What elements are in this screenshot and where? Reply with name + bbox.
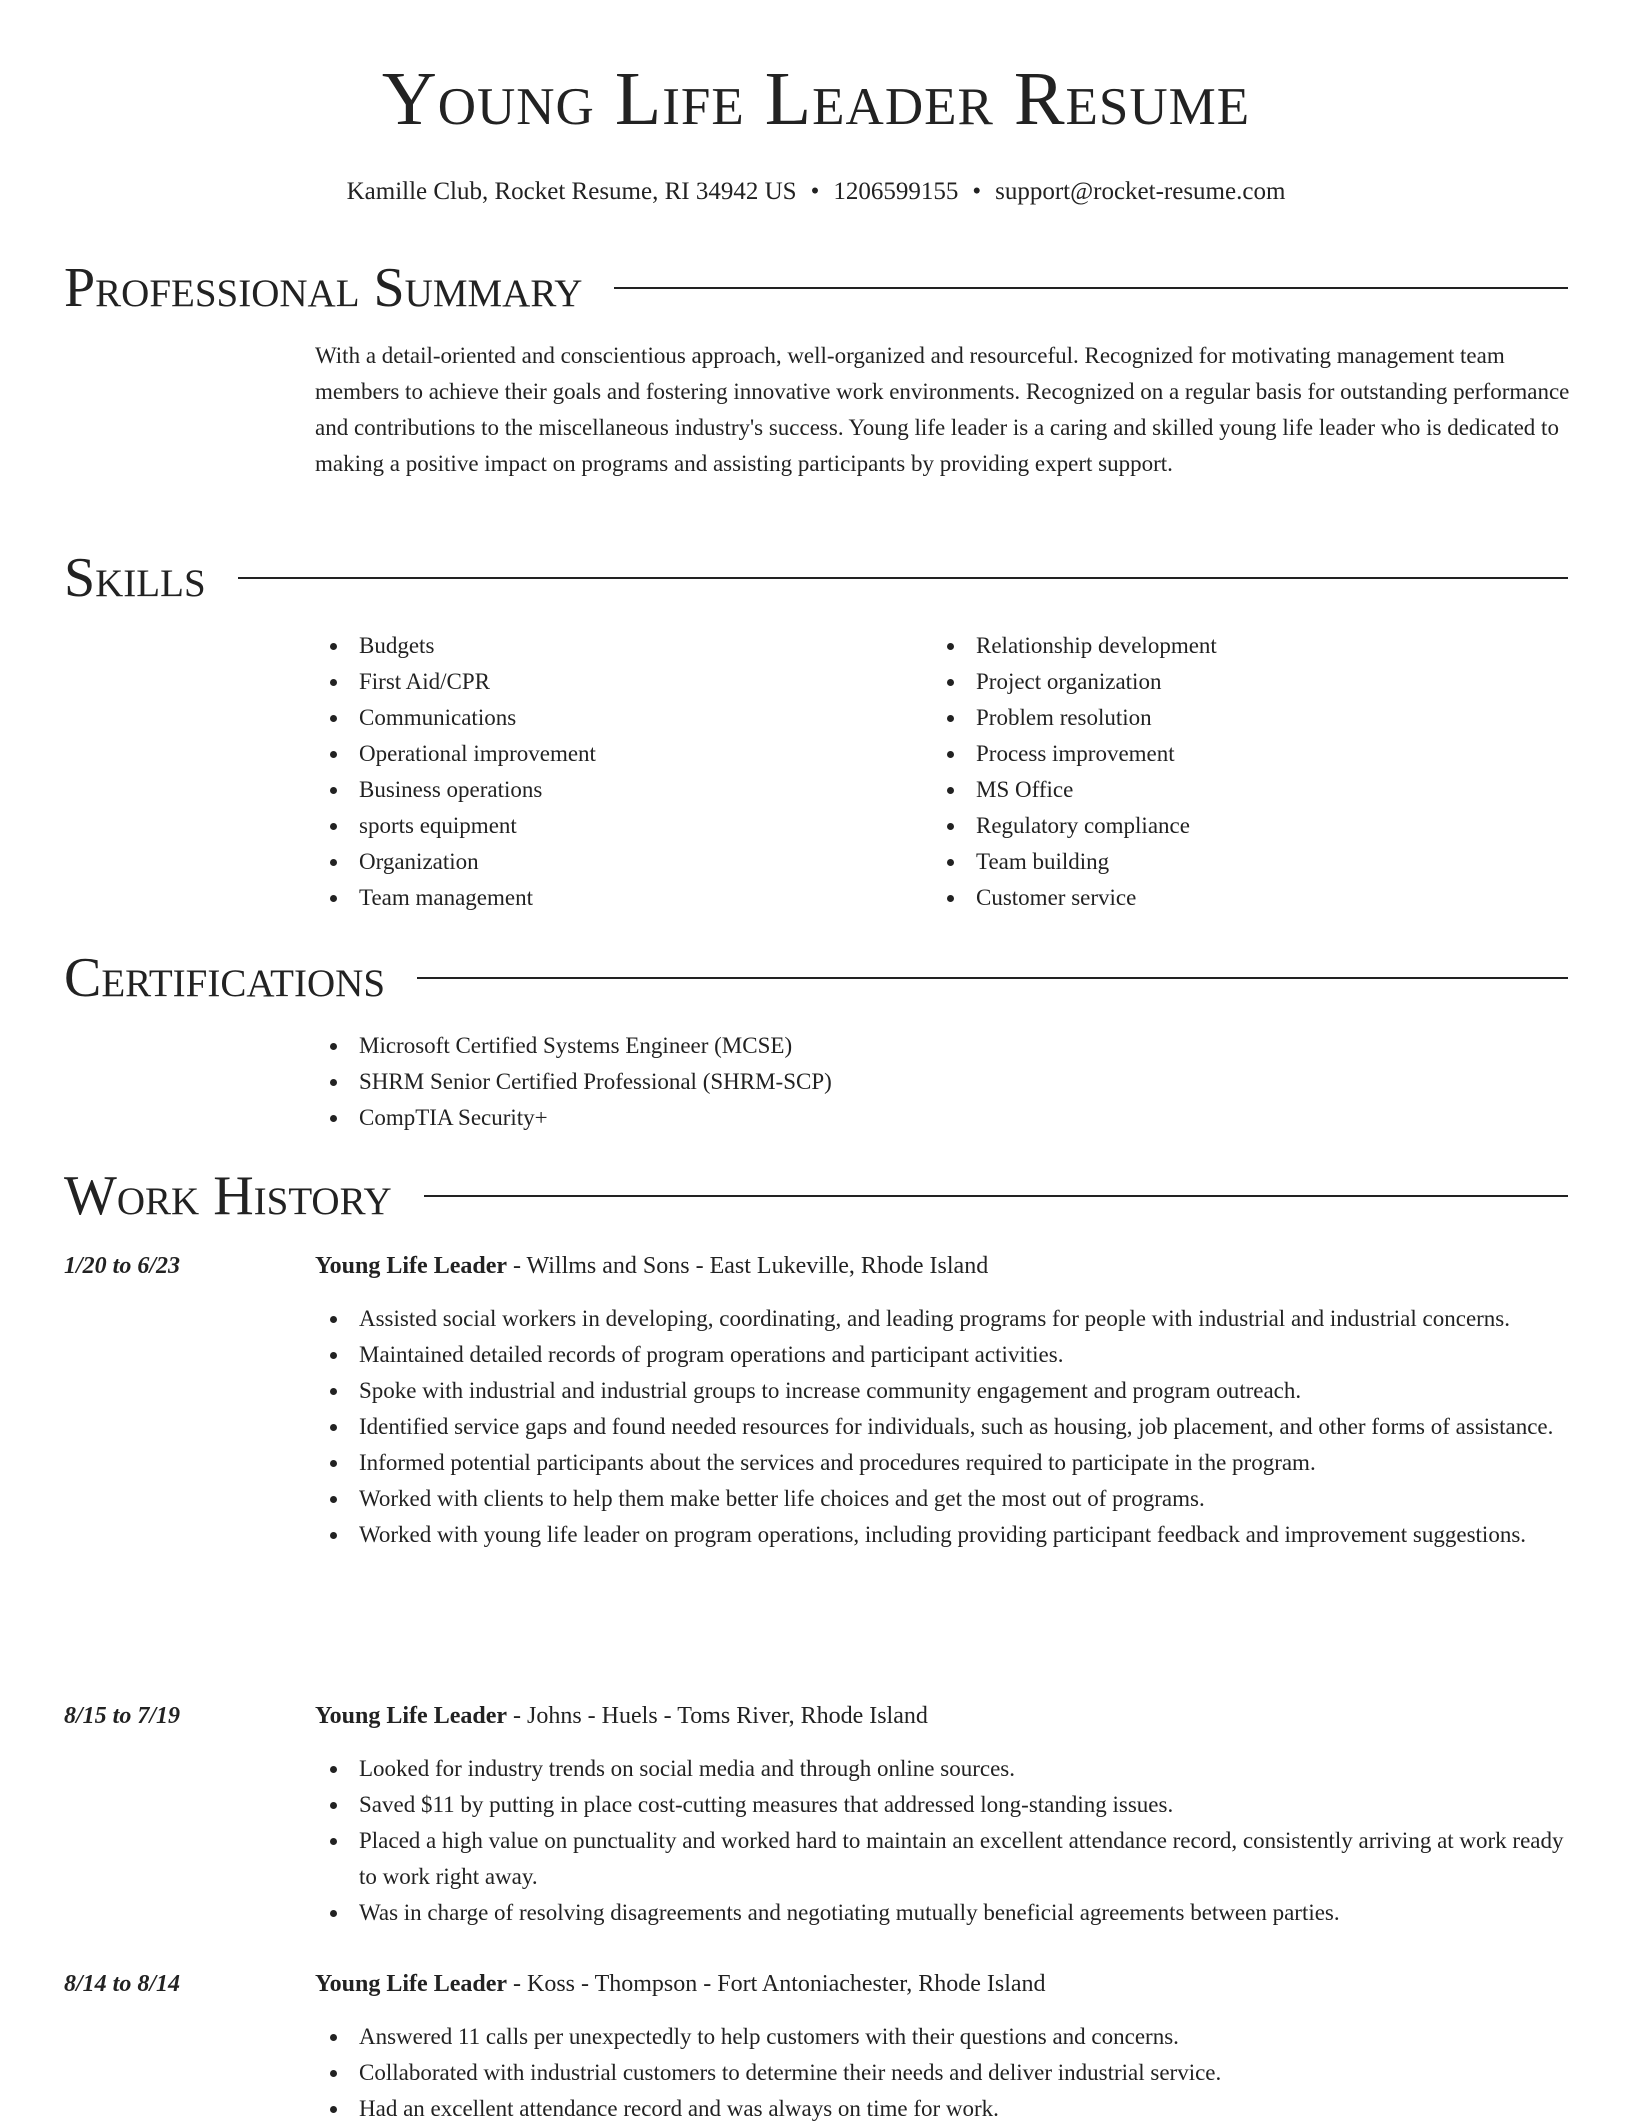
job-bullets: [315, 1301, 1570, 1553]
skill-item: Team building: [932, 844, 1549, 880]
skill-item: Problem resolution: [932, 700, 1549, 736]
job-bullet: Worked with young life leader on program operations, including providing participant feedback and improvement suggestions.: [315, 1517, 1570, 1553]
job-bullet: Worked with clients to help them make better life choices and get the most out of programs.: [315, 1481, 1570, 1517]
skill-item: Team management: [315, 880, 932, 916]
summary-text: With a detail-oriented and conscientious approach, well-organized and resourceful. Recognized for motivating management team members to achieve their goals and fostering innovative work environments. Recognized on a regular basis for outstanding performance and contributions to the miscellaneous industry's success. Young life leader is a caring and skilled young life leader who is dedicated to making a positive impact on programs and assisting participants by providing expert support.: [315, 343, 1570, 476]
skill-item: First Aid/CPR: [315, 664, 932, 700]
job-bullet: Assisted social workers in developing, coordinating, and leading programs for people with industrial and industrial concerns.: [315, 1301, 1570, 1337]
job-bullet: Looked for industry trends on social media and through online sources.: [315, 1751, 1570, 1787]
job-title: Young Life Leader: [315, 1703, 507, 1729]
contact-email: support@rocket-resume.com: [995, 178, 1286, 205]
job-heading: [315, 1966, 1570, 2002]
skill-item: Regulatory compliance: [932, 808, 1549, 844]
skills-section-header: [64, 547, 1568, 609]
job-entry: [315, 1966, 1570, 2127]
job-details: - Koss - Thompson - Fort Antoniachester, Rhode Island: [507, 1971, 1046, 1997]
job-bullet: Collaborated with industrial customers to determine their needs and deliver industrial service.: [315, 2055, 1570, 2091]
job-bullet: Maintained detailed records of program operations and participant activities.: [315, 1337, 1570, 1373]
skill-item: Business operations: [315, 772, 932, 808]
job-details: - Willms and Sons - East Lukeville, Rhode Island: [507, 1253, 989, 1279]
job-bullet: Saved $11 by putting in place cost-cutting measures that addressed long-standing issues.: [315, 1787, 1570, 1823]
job-bullet: Had an excellent attendance record and was always on time for work.: [315, 2091, 1570, 2127]
job-entry: [315, 1698, 1570, 1931]
certifications-block: [315, 1028, 1570, 1136]
section-title-work-history: Work History: [64, 1165, 392, 1227]
job-dates: 8/14 to 8/14: [64, 1971, 181, 1997]
skill-item: Communications: [315, 700, 932, 736]
job-dates: 8/15 to 7/19: [64, 1703, 181, 1729]
job-title: Young Life Leader: [315, 1971, 507, 1997]
job-bullet: Identified service gaps and found needed resources for individuals, such as housing, job placement, and other forms of assistance.: [315, 1409, 1570, 1445]
skill-item: sports equipment: [315, 808, 932, 844]
certifications-list: [315, 1028, 1570, 1136]
job-details: - Johns - Huels - Toms River, Rhode Island: [507, 1703, 928, 1729]
skills-list-left: [315, 628, 932, 916]
section-divider: [238, 577, 1568, 579]
job-heading: [315, 1248, 1570, 1284]
certification-item: CompTIA Security+: [315, 1100, 1570, 1136]
separator-dot: •: [810, 178, 820, 205]
contact-address: Kamille Club, Rocket Resume, RI 34942 US: [346, 178, 797, 205]
section-divider: [417, 977, 1568, 979]
skill-item: Process improvement: [932, 736, 1549, 772]
job-dates: 1/20 to 6/23: [64, 1253, 181, 1279]
skill-item: Customer service: [932, 880, 1549, 916]
job-bullets: [315, 1751, 1570, 1931]
certification-item: Microsoft Certified Systems Engineer (MCSE): [315, 1028, 1570, 1064]
skill-item: Organization: [315, 844, 932, 880]
certification-item: SHRM Senior Certified Professional (SHRM-SCP): [315, 1064, 1570, 1100]
skill-item: MS Office: [932, 772, 1549, 808]
skills-block: [315, 628, 1570, 916]
certifications-section-header: [64, 947, 1568, 1009]
contact-phone: 1206599155: [833, 178, 959, 205]
work-history-section-header: [64, 1165, 1568, 1227]
skill-item: Operational improvement: [315, 736, 932, 772]
summary-section-header: [64, 257, 1568, 319]
job-entry: [315, 1248, 1570, 1553]
skills-list-right: [932, 628, 1549, 916]
job-bullet: Placed a high value on punctuality and worked hard to maintain an excellent attendance record, consistently arriving at work ready to work right away.: [315, 1823, 1570, 1895]
skill-item: Project organization: [932, 664, 1549, 700]
section-divider: [424, 1195, 1568, 1197]
section-title-summary: Professional Summary: [64, 257, 583, 319]
job-bullet: Informed potential participants about the services and procedures required to participate in the program.: [315, 1445, 1570, 1481]
skill-item: Relationship development: [932, 628, 1549, 664]
resume-title: Young Life Leader Resume: [381, 57, 1251, 141]
section-title-certifications: Certifications: [64, 947, 386, 1009]
skill-item: Budgets: [315, 628, 932, 664]
contact-line: [0, 174, 1632, 210]
job-bullet: Answered 11 calls per unexpectedly to help customers with their questions and concerns.: [315, 2019, 1570, 2055]
separator-dot: •: [972, 178, 982, 205]
summary-block: [315, 338, 1570, 482]
job-bullet: Was in charge of resolving disagreements and negotiating mutually beneficial agreements between parties.: [315, 1895, 1570, 1931]
section-divider: [614, 287, 1568, 289]
job-title: Young Life Leader: [315, 1253, 507, 1279]
job-bullets: [315, 2019, 1570, 2127]
section-title-skills: Skills: [64, 547, 206, 609]
job-bullet: Spoke with industrial and industrial groups to increase community engagement and program outreach.: [315, 1373, 1570, 1409]
job-heading: [315, 1698, 1570, 1734]
